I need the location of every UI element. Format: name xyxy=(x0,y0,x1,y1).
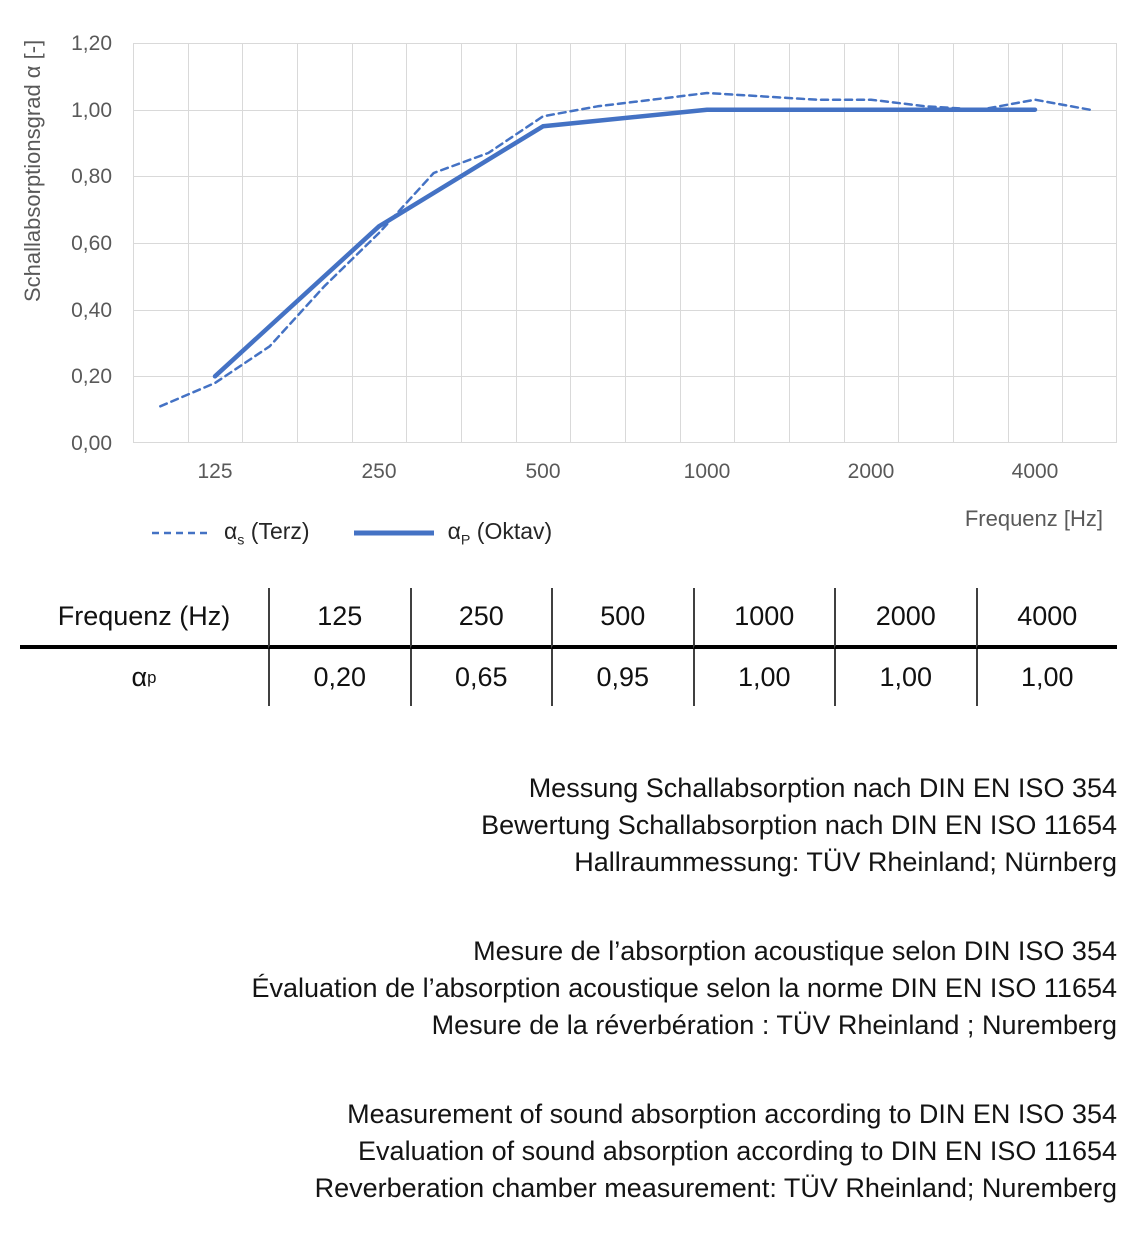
x-tick-label: 125 xyxy=(197,460,233,483)
note-line: Reverberation chamber measurement: TÜV Rheinland; Nuremberg xyxy=(314,1173,1117,1203)
x-axis-title: Frequenz [Hz] xyxy=(964,506,1103,531)
x-tick-label: 500 xyxy=(525,460,561,483)
table-value-250: 0,65 xyxy=(410,649,552,706)
note-line: Évaluation de l’absorption acoustique selon la norme DIN EN ISO 11654 xyxy=(251,973,1117,1003)
chart-legend xyxy=(152,516,552,550)
table-value-4000: 1,00 xyxy=(976,649,1118,706)
y-tick-label: 0,80 xyxy=(71,165,112,189)
y-tick-label: 1,20 xyxy=(71,32,112,55)
note-line: Hallraummessung: TÜV Rheinland; Nürnberg xyxy=(574,847,1117,877)
chart-svg xyxy=(133,43,1117,443)
table-header-2000: 2000 xyxy=(834,588,976,649)
table-header-4000: 4000 xyxy=(976,588,1118,649)
note-line: Evaluation of sound absorption according to DIN EN ISO 11654 xyxy=(358,1136,1117,1166)
note-line: Measurement of sound absorption according to DIN EN ISO 354 xyxy=(347,1099,1117,1129)
notes-german xyxy=(67,770,1117,881)
y-tick-label: 0,40 xyxy=(71,298,112,322)
x-tick-label: 1000 xyxy=(683,460,731,483)
y-tick-label: 1,00 xyxy=(71,98,112,122)
legend-label-oktav: $\alpha_P$ (Oktav) xyxy=(447,517,553,549)
x-tick-label: 250 xyxy=(361,460,397,483)
y-tick-label: 0,60 xyxy=(71,232,112,255)
table-header-500: 500 xyxy=(551,588,693,649)
y-tick-label: 0,20 xyxy=(71,365,112,389)
table-row-label-alpha-p: α p xyxy=(131,662,157,692)
table-value-2000: 1,00 xyxy=(834,649,976,706)
table-value-125: 0,20 xyxy=(268,649,410,706)
notes-french xyxy=(67,933,1117,1044)
note-line: Messung Schallabsorption nach DIN EN ISO 354 xyxy=(528,773,1117,803)
note-line: Bewertung Schallabsorption nach DIN EN ISO 11654 xyxy=(481,810,1117,840)
alpha-p-table xyxy=(20,588,1117,706)
note-line: Mesure de l’absorption acoustique selon DIN ISO 354 xyxy=(473,936,1117,966)
table-header-1000: 1000 xyxy=(693,588,835,649)
table-value-1000: 1,00 xyxy=(693,649,835,706)
plot-area xyxy=(133,43,1117,443)
table-header-250: 250 xyxy=(410,588,552,649)
solid-line-legend-sample xyxy=(354,529,434,537)
table-header-frequency: Frequenz (Hz) xyxy=(20,588,268,649)
dashed-line-legend-sample xyxy=(152,529,210,537)
legend-label-terz: $\alpha_s$ (Terz) xyxy=(224,517,310,549)
table-value-500: 0,95 xyxy=(551,649,693,706)
x-tick-label: 2000 xyxy=(847,460,895,483)
note-line: Mesure de la réverbération : TÜV Rheinland ; Nuremberg xyxy=(431,1010,1117,1040)
x-tick-label: 4000 xyxy=(1011,460,1059,483)
absorption-chart xyxy=(0,0,1135,565)
notes-english xyxy=(67,1096,1117,1207)
y-axis-title: Schallabsorptionsgrad α [-] xyxy=(20,39,45,303)
y-tick-label: 0,00 xyxy=(71,432,112,455)
table-header-125: 125 xyxy=(268,588,410,649)
